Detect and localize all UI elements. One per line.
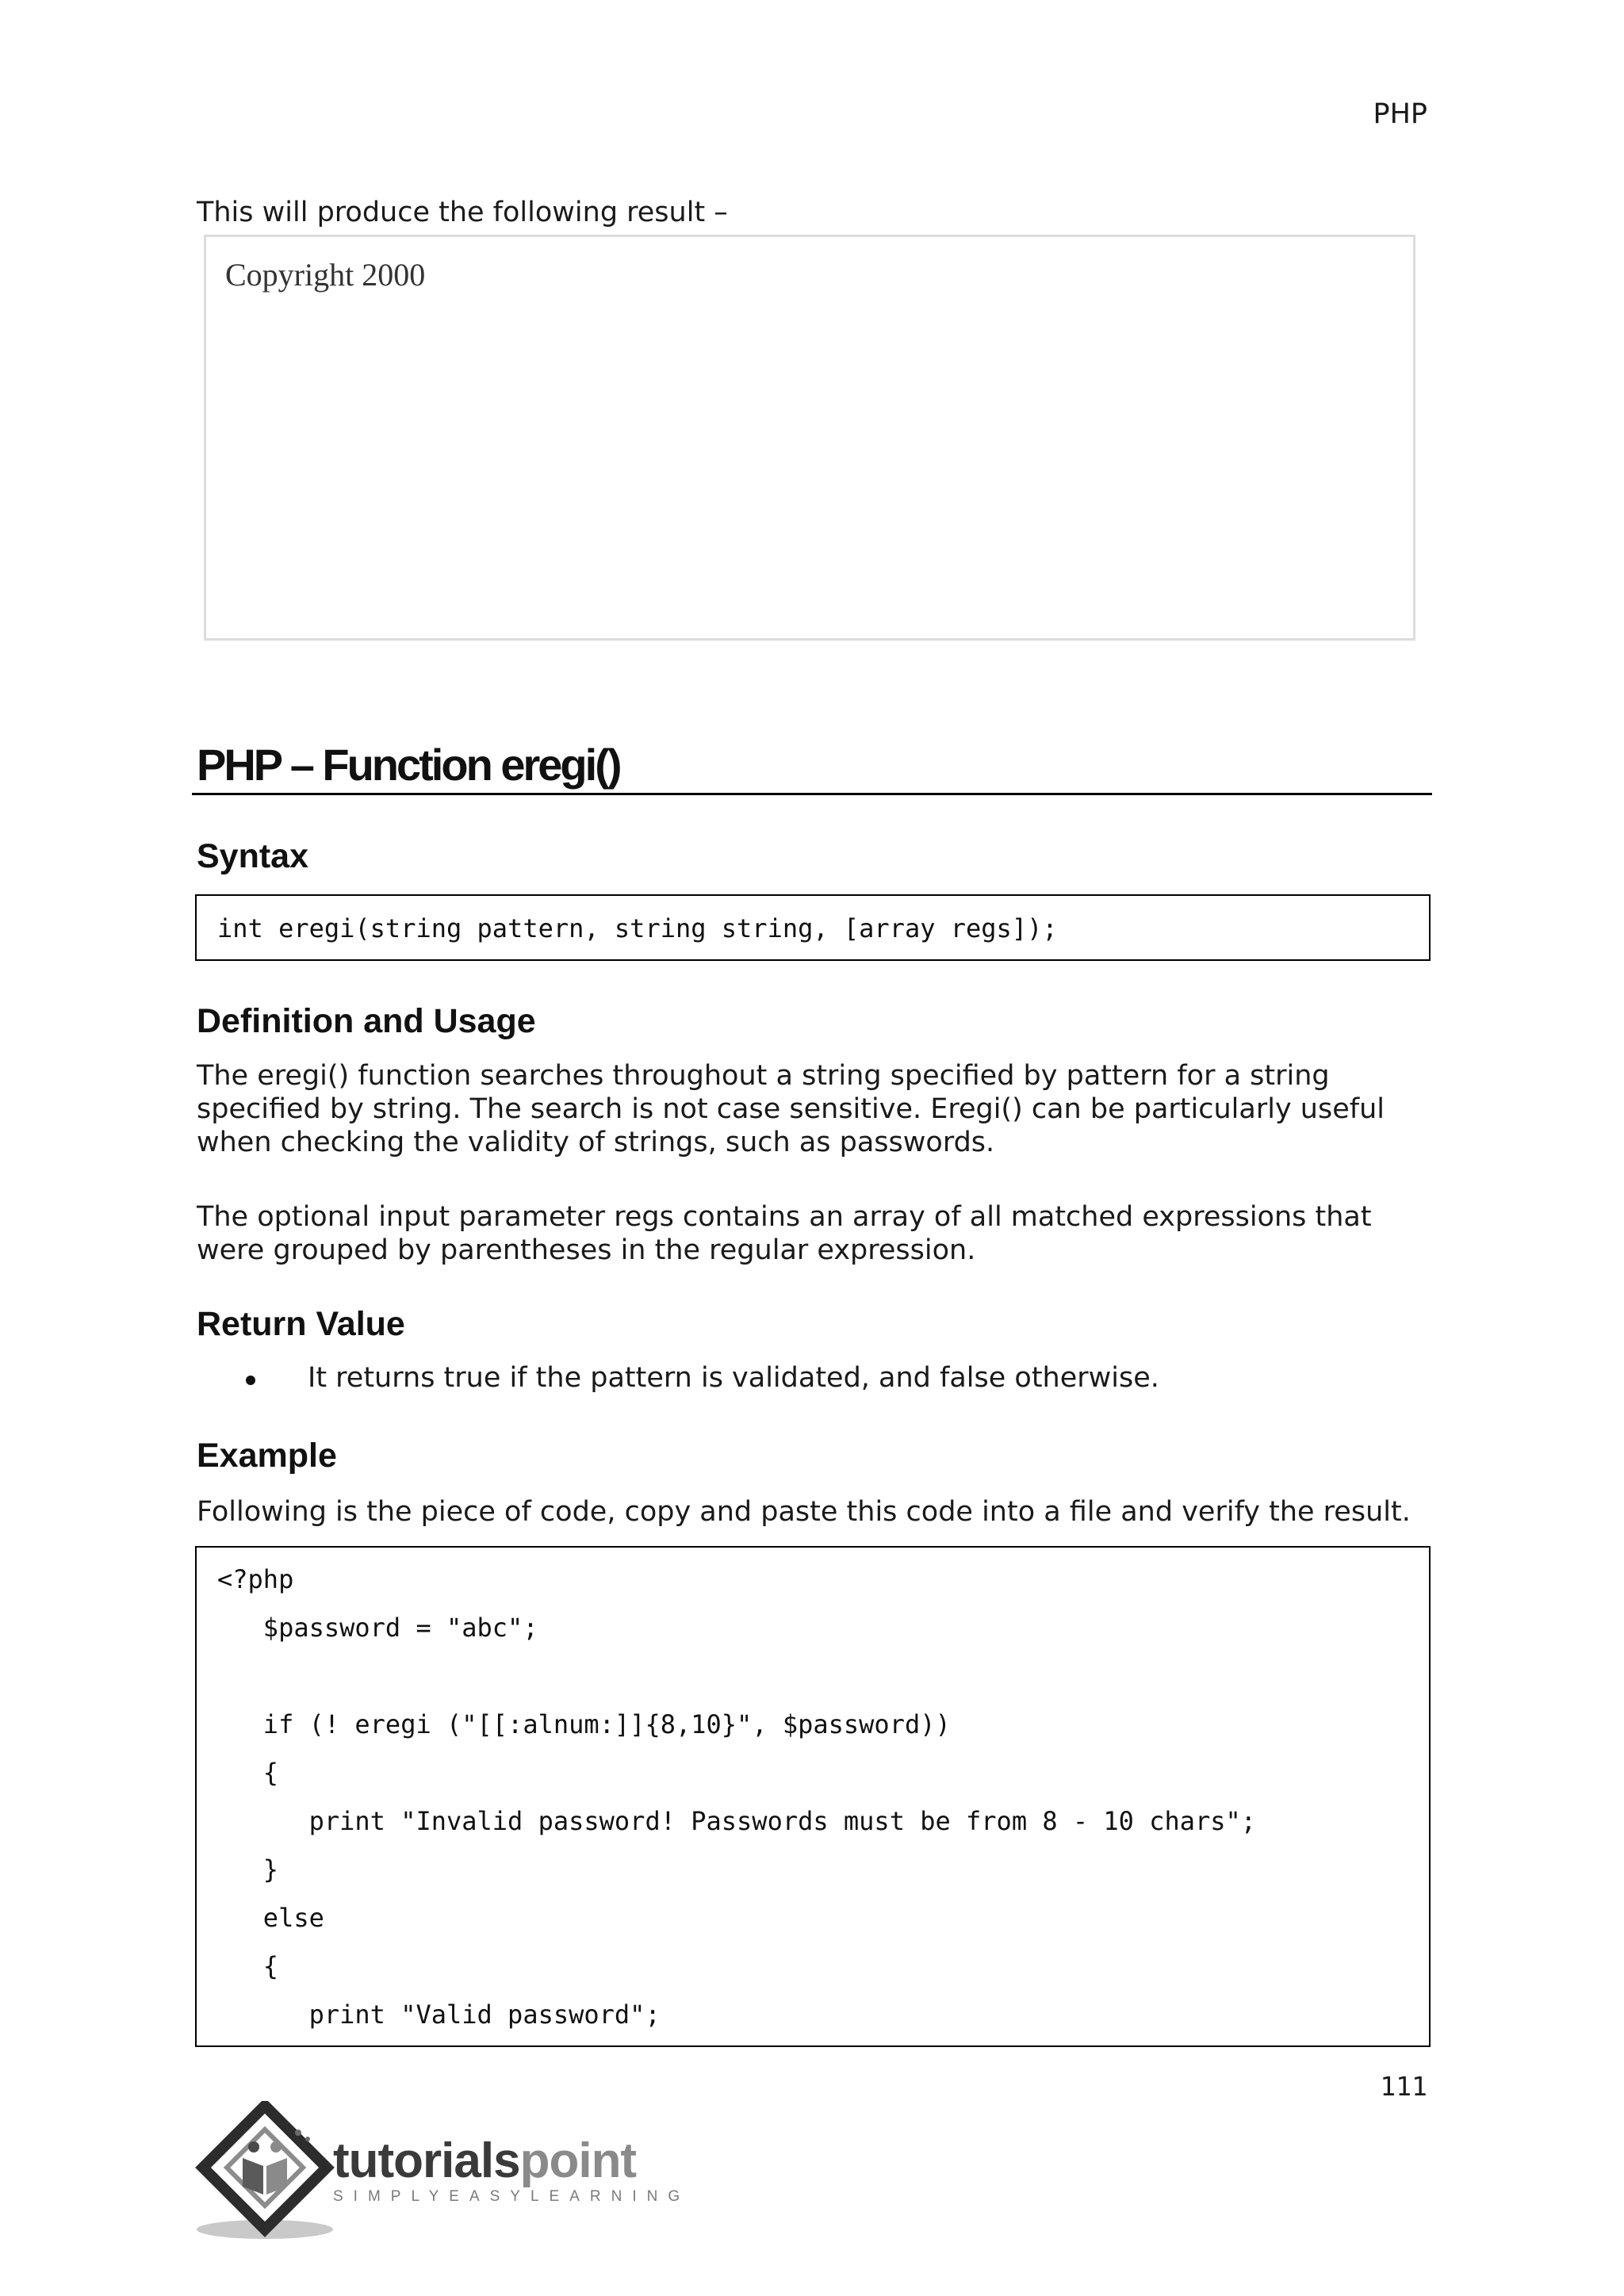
code-line: { [217,1758,279,1788]
code-line: print "Invalid password! Passwords must be from 8 - 10 chars"; [217,1806,1257,1836]
tutorialspoint-logo-icon [193,2101,336,2244]
result-intro-text: This will produce the following result – [197,197,728,228]
code-line: { [217,1951,279,1981]
definition-paragraph-1: The eregi() function searches throughout a string specified by pattern for a string specified by string. The search is not case sensitive. Eregi() can be particularly useful when checking the validity of strings, such as passwords. [197,1060,1385,1158]
definition-heading: Definition and Usage [197,1002,536,1040]
code-line: print "Valid password"; [217,1999,661,2030]
return-value-heading: Return Value [197,1305,405,1343]
logo-word-part-1: tutorials [333,2133,520,2188]
page-number: 111 [1380,2071,1427,2102]
syntax-code-box [195,894,1431,961]
code-line: if (! eregi ("[[:alnum:]]{8,10}", $password)) [217,1709,951,1739]
syntax-code-line: int eregi(string pattern, string string, [array regs]); [217,913,1058,943]
example-intro-text: Following is the piece of code, copy and paste this code into a file and verify the result. [197,1496,1411,1528]
return-value-bullet: It returns true if the pattern is validated, and false otherwise. [308,1362,1159,1394]
code-line: } [217,1854,279,1885]
output-result-box [204,235,1415,641]
running-header: PHP [1373,98,1427,130]
title-underline [192,793,1432,795]
output-result-text: Copyright 2000 [225,257,426,293]
code-line: $password = "abc"; [217,1613,538,1643]
logo-word-part-2: point [519,2133,637,2188]
tutorialspoint-logo [193,2101,691,2244]
definition-paragraph-2: The optional input parameter regs contains an array of all matched expressions that were grouped by parentheses in the regular expression. [197,1201,1372,1266]
page-title: PHP – Function eregi() [197,740,620,790]
example-code-box [195,1546,1431,2047]
example-heading: Example [197,1437,337,1475]
logo-wordmark [333,2133,636,2189]
code-line: <?php [217,1564,294,1594]
logo-tagline: SIMPLYEASYLEARNING [333,2188,691,2205]
bullet-marker [246,1376,255,1385]
code-line: else [217,1903,324,1933]
syntax-heading: Syntax [197,837,309,875]
